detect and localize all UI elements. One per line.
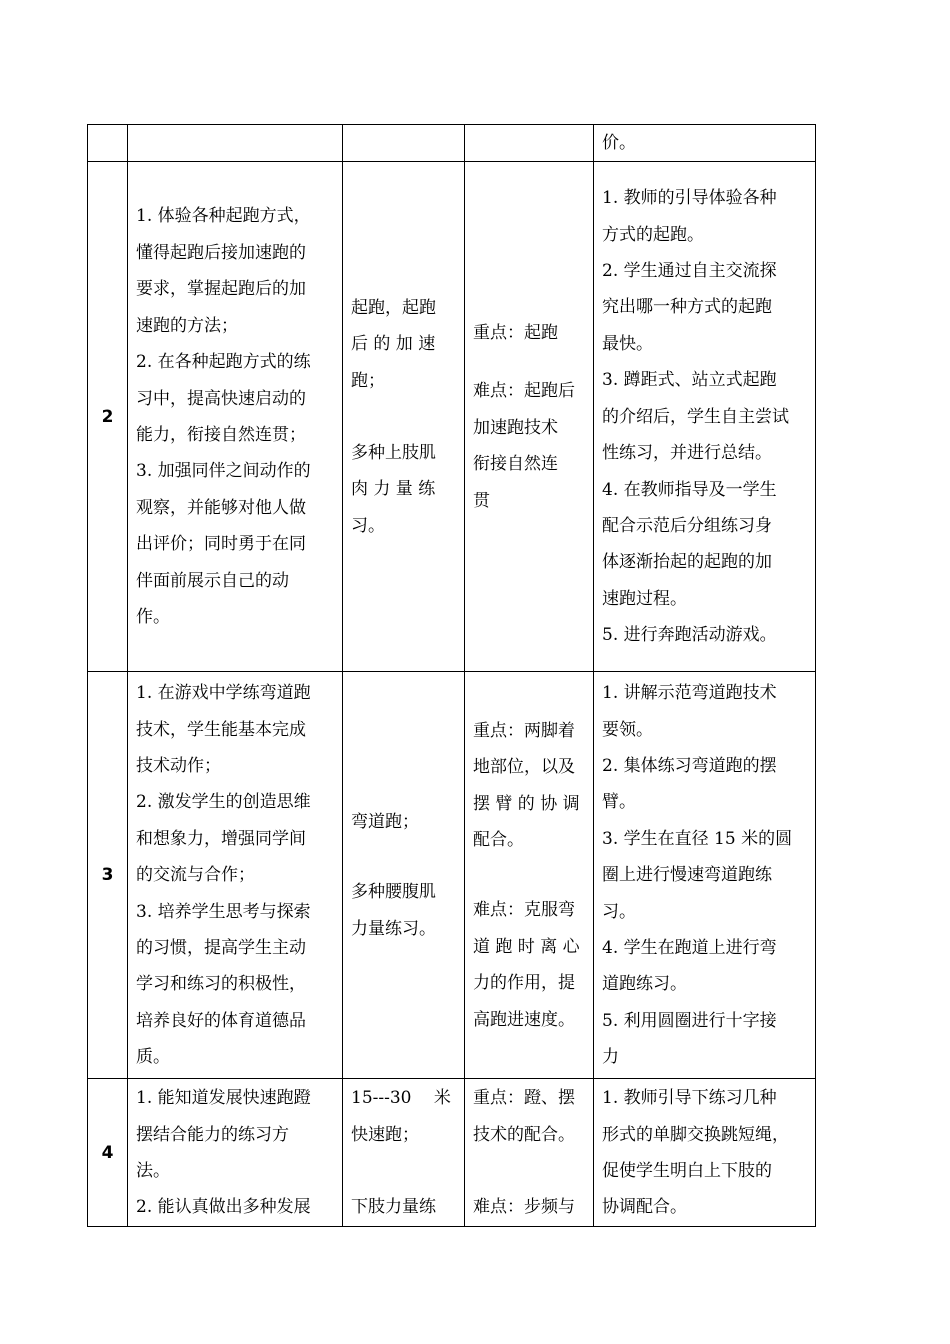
methods-line: 力 <box>602 1047 619 1068</box>
row-number: 2 <box>88 162 128 672</box>
methods-line: 性练习，并进行总结。 <box>602 443 772 464</box>
cell-keypoints <box>465 672 594 1079</box>
table-row-prev <box>88 125 816 162</box>
content-line: 多种腰腹肌 <box>351 882 436 903</box>
methods-line: 4. 在教师指导及一学生 <box>602 479 777 500</box>
goal-line: 懂得起跑后接加速跑的 <box>136 242 306 263</box>
goal-line: 2. 能认真做出多种发展 <box>136 1197 311 1218</box>
goal-line: 2. 在各种起跑方式的练 <box>136 352 311 373</box>
cell-goals <box>128 672 343 1079</box>
methods-line: 习。 <box>602 901 636 922</box>
methods-line: 体逐渐抬起的起跑的加 <box>602 552 772 573</box>
spacer <box>351 399 456 435</box>
cell-content <box>343 1079 465 1227</box>
cell-num <box>88 125 128 162</box>
goal-line: 学习和练习的积极性， <box>136 974 306 995</box>
spacer <box>351 840 456 874</box>
key-point: 重点：起跑 <box>473 322 558 343</box>
methods-line: 臂。 <box>602 792 636 813</box>
key-point: 地部位，以及 <box>473 757 575 778</box>
spacer <box>473 351 585 373</box>
difficulty-line: 贯 <box>473 490 490 511</box>
cell-keypoints <box>465 1079 594 1227</box>
goal-line: 能力，衔接自然连贯； <box>136 424 306 445</box>
methods-line: 要领。 <box>602 719 653 740</box>
goal-line: 的交流与合作； <box>136 865 255 886</box>
goal-line: 习中，提高快速启动的 <box>136 388 306 409</box>
cell-methods <box>594 672 816 1079</box>
goal-line: 1. 能知道发展快速跑蹬 <box>136 1088 311 1109</box>
goal-line: 技术动作； <box>136 755 221 776</box>
difficulty-line: 力的作用，提 <box>473 973 575 994</box>
methods-line: 5. 利用圆圈进行十字接 <box>602 1010 777 1031</box>
methods-line: 最快。 <box>602 333 653 354</box>
goal-line: 培养良好的体育道德品 <box>136 1010 306 1031</box>
cell-methods <box>594 125 816 162</box>
goal-line: 摆结合能力的练习方 <box>136 1124 289 1145</box>
methods-line: 促使学生明白上下肢的 <box>602 1160 772 1181</box>
spacer <box>473 1153 585 1189</box>
content-line: 后 的 加 速 <box>351 334 436 355</box>
methods-line: 圈上进行慢速弯道跑练 <box>602 865 772 886</box>
cell-keypoints <box>465 162 594 672</box>
goal-line: 速跑的方法； <box>136 315 238 336</box>
cell-content <box>343 672 465 1079</box>
methods-line: 1. 讲解示范弯道跑技术 <box>602 683 777 704</box>
content-line: 快速跑； <box>351 1124 419 1145</box>
key-point: 技术的配合。 <box>473 1124 575 1145</box>
difficulty-line: 难点：步频与 <box>473 1197 575 1218</box>
methods-line: 道跑练习。 <box>602 974 687 995</box>
methods-line: 1. 教师的引导体验各种 <box>602 188 777 209</box>
methods-line: 方式的起跑。 <box>602 224 704 245</box>
methods-line: 速跑过程。 <box>602 588 687 609</box>
difficulty-line: 加速跑技术 <box>473 417 558 438</box>
cell-methods <box>594 1079 816 1227</box>
methods-line: 形式的单脚交换跳短绳， <box>602 1124 789 1145</box>
goal-line: 出评价；同时勇于在同 <box>136 534 306 555</box>
goal-line: 3. 培养学生思考与探索 <box>136 901 311 922</box>
key-point: 重点：两脚着 <box>473 720 575 741</box>
methods-line: 3. 蹲距式、站立式起跑 <box>602 370 777 391</box>
lesson-plan-table <box>87 124 816 1227</box>
cell-methods <box>594 162 816 672</box>
difficulty-line: 道 跑 时 离 心 <box>473 936 580 957</box>
goal-line: 1. 体验各种起跑方式， <box>136 206 311 227</box>
difficulty-line: 难点：起跑后 <box>473 381 575 402</box>
goal-line: 3. 加强同伴之间动作的 <box>136 461 311 482</box>
goal-line: 和想象力，增强同学间 <box>136 828 306 849</box>
content-line: 跑； <box>351 370 385 391</box>
cell-goals <box>128 1079 343 1227</box>
cell-goals <box>128 162 343 672</box>
table-row-2 <box>88 162 816 672</box>
methods-line: 协调配合。 <box>602 1197 687 1218</box>
goal-line: 1. 在游戏中学练弯道跑 <box>136 683 311 704</box>
goal-line: 作。 <box>136 606 170 627</box>
difficulty-line: 衔接自然连 <box>473 454 558 475</box>
cell-content <box>343 162 465 672</box>
methods-line: 1. 教师引导下练习几种 <box>602 1088 777 1109</box>
content-line: 多种上肢肌 <box>351 442 436 463</box>
goal-line: 要求，掌握起跑后的加 <box>136 279 306 300</box>
content-line: 力量练习。 <box>351 918 436 939</box>
goal-line: 2. 激发学生的创造思维 <box>136 792 311 813</box>
goal-line: 技术，学生能基本完成 <box>136 719 306 740</box>
methods-line: 价。 <box>602 133 636 153</box>
content-line: 下肢力量练 <box>351 1197 436 1218</box>
key-point: 摆 臂 的 协 调 <box>473 793 580 814</box>
content-line: 15---30 米 <box>351 1088 451 1109</box>
table-row-4 <box>88 1079 816 1227</box>
cell-content <box>343 125 465 162</box>
goal-line: 法。 <box>136 1160 170 1181</box>
spacer <box>473 858 585 892</box>
row-number: 3 <box>88 672 128 1079</box>
content-line: 弯道跑； <box>351 811 419 832</box>
methods-line: 究出哪一种方式的起跑 <box>602 297 772 318</box>
spacer <box>351 1153 456 1189</box>
key-point: 配合。 <box>473 830 524 850</box>
methods-line: 配合示范后分组练习身 <box>602 515 772 536</box>
goal-line: 伴面前展示自己的动 <box>136 570 289 591</box>
cell-keypoints <box>465 125 594 162</box>
methods-line: 4. 学生在跑道上进行弯 <box>602 938 777 959</box>
key-point: 重点：蹬、摆 <box>473 1088 575 1109</box>
table-row-3 <box>88 672 816 1079</box>
methods-line: 的介绍后，学生自主尝试 <box>602 406 789 427</box>
content-line: 起跑，起跑 <box>351 297 436 318</box>
methods-line: 5. 进行奔跑活动游戏。 <box>602 625 777 646</box>
goal-line: 质。 <box>136 1047 170 1068</box>
difficulty-line: 难点：克服弯 <box>473 900 575 921</box>
cell-goals <box>128 125 343 162</box>
content-line: 习。 <box>351 515 385 536</box>
methods-line: 2. 学生通过自主交流探 <box>602 261 777 282</box>
content-line: 肉 力 量 练 <box>351 479 436 500</box>
goal-line: 的习惯，提高学生主动 <box>136 938 306 959</box>
row-number: 4 <box>88 1079 128 1227</box>
methods-line: 3. 学生在直径 15 米的圆 <box>602 828 793 849</box>
methods-line: 2. 集体练习弯道跑的摆 <box>602 755 777 776</box>
goal-line: 观察，并能够对他人做 <box>136 497 306 518</box>
difficulty-line: 高跑进速度。 <box>473 1009 575 1030</box>
